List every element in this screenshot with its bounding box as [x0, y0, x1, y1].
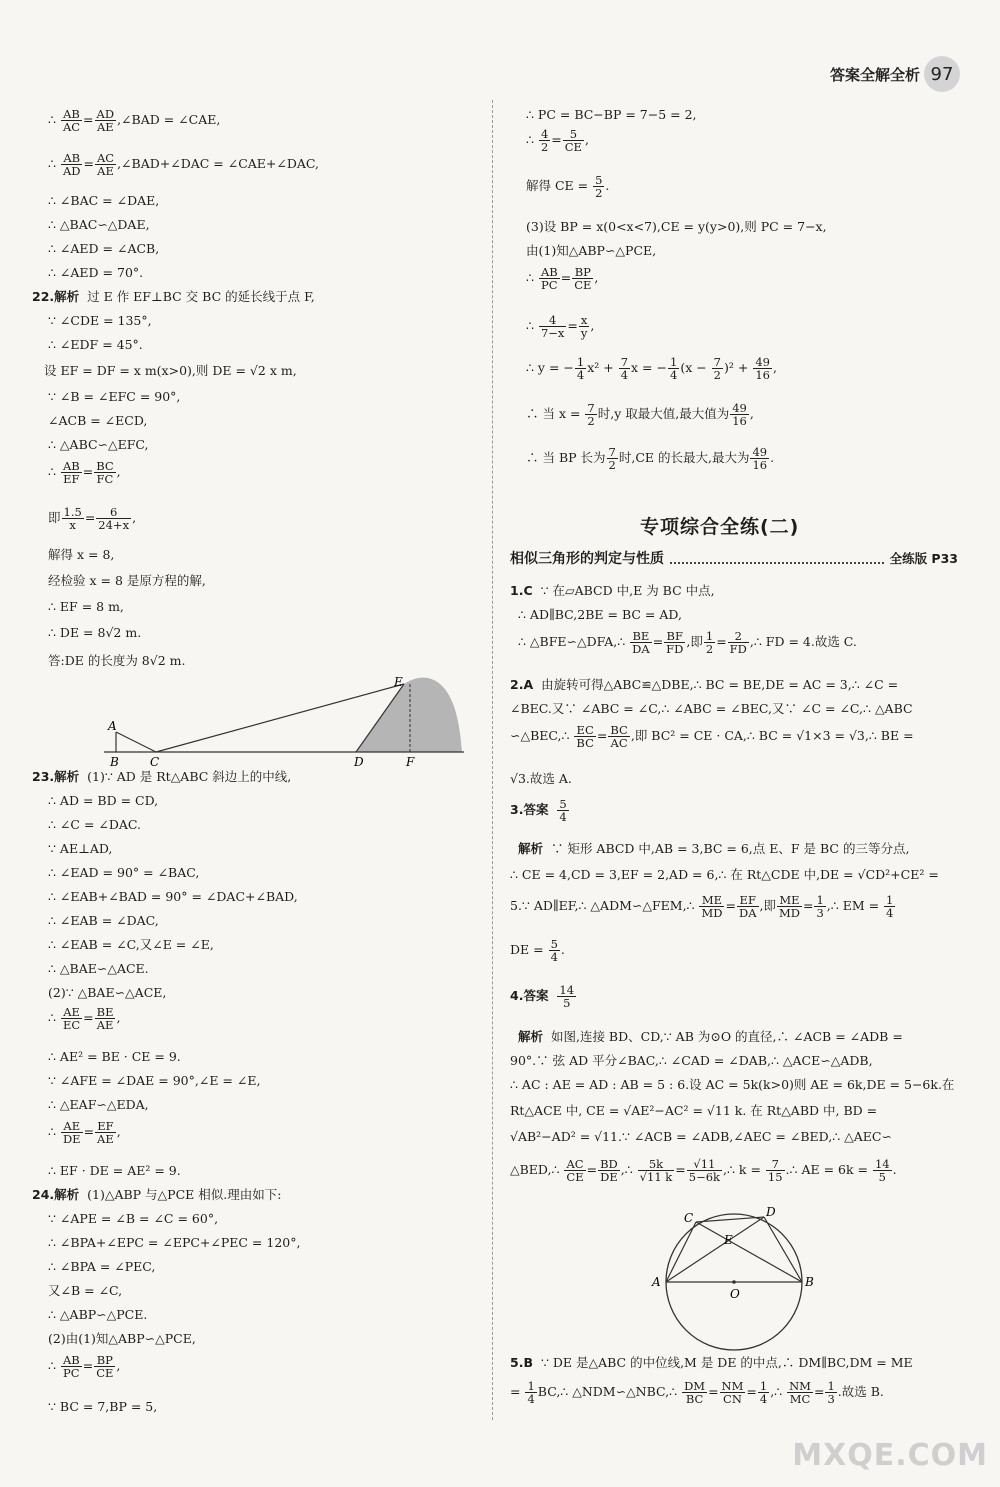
denominator: AE	[96, 120, 114, 135]
fraction	[95, 1120, 116, 1145]
numerator: NM	[789, 1379, 811, 1393]
denominator: 4	[527, 1392, 535, 1407]
numerator: AB	[540, 265, 558, 279]
numerator: DM	[684, 1379, 706, 1393]
line: ∴ EF · DE = AE² = 9.	[48, 1163, 181, 1178]
line: ∵ ∠APE = ∠B = ∠C = 60°,	[48, 1211, 219, 1226]
denominator: BC	[685, 1392, 704, 1407]
denominator: 24+x	[98, 518, 130, 533]
fraction	[96, 506, 131, 531]
denominator: AD	[62, 164, 81, 179]
line: ∵ ∠CDE = 135°,	[48, 313, 152, 328]
numerator: AB	[61, 108, 82, 121]
line: ∴ 当 BP 长为 $\frac{7}{2}$ 时,CE 的长最大,最大为 $\frac{49}{16}$ .	[526, 445, 775, 473]
fraction	[95, 152, 116, 177]
numerator: 7	[713, 355, 721, 369]
fraction	[787, 1380, 813, 1405]
numerator: 7	[620, 355, 629, 369]
fraction	[563, 128, 584, 153]
line: 由(1)知△ABP∽△PCE,	[526, 243, 657, 258]
line: √3.故选 A.	[510, 771, 572, 786]
line: ∴ PC = BC−BP = 7−5 = 2,	[526, 107, 697, 122]
fraction	[61, 1354, 82, 1379]
line: ∴ $\frac{AE}{DE}$ = $\frac{EF}{AE}$ ,	[48, 1119, 121, 1147]
denominator: PC	[63, 1366, 80, 1381]
fraction	[608, 724, 629, 749]
question-22-header: 22.解析 过 E 作 EF⊥BC 交 BC 的延长线于点 F,	[32, 289, 315, 304]
line: ∴ AE² = BE · CE = 9.	[48, 1049, 181, 1064]
numerator: 1	[527, 1379, 535, 1393]
numerator: 1.5	[63, 505, 82, 519]
denominator: 4	[669, 368, 678, 383]
denominator: EC	[62, 1018, 81, 1033]
line: ∴ AC : AE = AD : AB = 5 : 6.设 AC = 5k(k>0)则 AE = 6k,DE = 5−6k.在	[510, 1077, 955, 1092]
denominator: EF	[63, 472, 80, 487]
line: ∴ 当 x = $\frac{7}{2}$ 时,y 取最大值,最大值为 $\frac{49}{16}$ ,	[526, 401, 754, 429]
watermark: MXQE.COM	[792, 1438, 988, 1473]
denominator: 2	[595, 186, 603, 201]
numerator: ME	[699, 894, 724, 907]
line: ∴ AD = BD = CD,	[48, 793, 159, 808]
fraction	[61, 108, 82, 133]
numerator: 1	[827, 1379, 835, 1393]
fraction	[720, 1380, 746, 1405]
denominator: AE	[96, 1018, 114, 1033]
fraction	[525, 1380, 536, 1405]
numerator: AD	[96, 107, 115, 121]
numerator: √11	[687, 1158, 722, 1171]
numerator: AC	[564, 1158, 585, 1171]
problem-2: 2.A 由旋转可得△ABC≌△DBE,∴ BC = BE,DE = AC = 3,∴ ∠C =	[510, 677, 899, 692]
fraction	[94, 1354, 115, 1379]
numerator: BP	[572, 266, 593, 279]
fraction	[598, 1158, 620, 1183]
label-D: D	[354, 755, 364, 769]
fraction	[575, 356, 586, 381]
line: ∴ △ABP∽△PCE.	[48, 1307, 148, 1322]
denominator: MD	[701, 906, 723, 921]
numerator: 4	[539, 314, 566, 327]
fraction	[607, 446, 618, 471]
line: ∵ ∠B = ∠EFC = 90°,	[48, 389, 181, 404]
fraction	[664, 630, 685, 655]
denominator: DA	[738, 906, 757, 921]
denominator: 3	[816, 906, 824, 921]
numerator: 5	[595, 173, 603, 187]
line: ∴ y = − $\frac{1}{4}$ x² + $\frac{7}{4}$ x = − $\frac{1}{4}$ (x − $\frac{7}{2}$ )² + $\frac{49}{16}$ ,	[526, 355, 777, 383]
line: ∴ $\frac{AB}{AD}$ = $\frac{AC}{AE}$ ,∠BAD+∠DAC = ∠CAE+∠DAC,	[48, 151, 320, 179]
fraction	[730, 402, 749, 427]
numerator: 1	[886, 893, 894, 907]
fraction	[61, 1120, 83, 1145]
denominator: FD	[729, 642, 747, 657]
line: ∵ BC = 7,BP = 5,	[48, 1399, 158, 1414]
denominator: 16	[752, 458, 768, 473]
numerator: 7	[766, 1158, 785, 1171]
line: DE = $\frac{5}{4}$ .	[510, 937, 565, 965]
line: ∴ ∠EAB+∠BAD = 90° = ∠DAC+∠BAD,	[48, 889, 298, 904]
fraction	[94, 460, 115, 485]
fraction	[95, 1006, 116, 1031]
numerator: 7	[587, 401, 595, 415]
line: ∴ ∠EDF = 45°.	[48, 337, 143, 352]
numerator: x	[580, 313, 588, 327]
fraction	[557, 984, 576, 1009]
fraction	[574, 724, 595, 749]
line: √AB²−AD² = √11.∵ ∠ACB = ∠ADB,∠AEC = ∠BED,∴ △AEC∽	[510, 1129, 892, 1144]
numerator: 49	[755, 355, 770, 369]
denominator: MC	[789, 1392, 811, 1407]
page-reference: 全练版 P33	[889, 551, 958, 566]
numerator: AB	[62, 459, 80, 473]
question-23-header: 23.解析 (1)∵ AD 是 Rt△ABC 斜边上的中线,	[32, 769, 292, 784]
column-divider	[492, 100, 493, 1420]
fraction	[539, 128, 550, 153]
denominator: 15	[767, 1170, 783, 1185]
denominator: AC	[62, 120, 81, 135]
line: ∴ ∠EAB = ∠C,又∠E = ∠E,	[48, 937, 214, 952]
line: ∴ ∠AED = 70°.	[48, 265, 144, 280]
line: 5.∵ AD∥EF,∴ △ADM∽△FEM,∴ $\frac{ME}{MD}$ = $\frac{EF}{DA}$ ,即 $\frac{ME}{MD}$ = $\frac{1}{3}$ ,∴ EM = $\frac{1}{4}$	[510, 893, 894, 921]
fraction	[572, 266, 593, 291]
line: 90°.∵ 弦 AD 平分∠BAC,∴ ∠CAD = ∠DAB,∴ △ACE∽△ADB,	[510, 1053, 873, 1068]
line: 解得 CE = $\frac{5}{2}$ .	[526, 173, 610, 201]
line: ∴ △BAC∽△DAE,	[48, 217, 150, 232]
fraction	[873, 1158, 892, 1183]
denominator: CE	[566, 1170, 584, 1185]
denominator: PC	[541, 278, 558, 293]
fraction	[61, 460, 82, 485]
line: ∵ AE⊥AD,	[48, 841, 113, 856]
numerator: 4	[540, 127, 549, 141]
numerator: BF	[664, 630, 685, 643]
numerator: 5k	[638, 1158, 675, 1171]
line: ∴ ∠C = ∠DAC.	[48, 817, 141, 832]
line: ∵ ∠AFE = ∠DAE = 90°,∠E = ∠E,	[48, 1073, 261, 1088]
line: ∴ △BFE∽△DFA,∴ $\frac{BE}{DA}$ = $\frac{BF}{FD}$ ,即 $\frac{1}{2}$ = $\frac{2}{FD}$ ,∴ FD = 4.故选 C.	[518, 629, 857, 657]
line: (2)∵ △BAE∽△ACE,	[48, 985, 167, 1000]
denominator: FD	[666, 642, 684, 657]
label-E: E	[394, 675, 403, 689]
line: ∴ EF = 8 m,	[48, 599, 124, 614]
denominator: 4	[576, 368, 585, 383]
problem-1: 1.C ∵ 在▱ABCD 中,E 为 BC 中点,	[510, 583, 715, 598]
fraction	[638, 1158, 675, 1183]
fraction	[593, 174, 604, 199]
numerator: AE	[61, 1006, 82, 1019]
denominator: AE	[97, 1132, 114, 1147]
line: ∴ $\frac{AB}{AC}$ = $\frac{AD}{AE}$ ,∠BAD = ∠CAE,	[48, 107, 221, 135]
denominator: FC	[96, 472, 114, 487]
numerator: BE	[630, 630, 652, 643]
problem-3-explanation: 解析 ∵ 矩形 ABCD 中,AB = 3,BC = 6,点 E、F 是 BC 的三等分点,	[518, 841, 910, 856]
denominator: x	[69, 518, 76, 533]
fraction	[62, 506, 84, 531]
numerator: 49	[752, 445, 768, 459]
fraction	[579, 314, 590, 339]
numerator: EF	[737, 894, 759, 907]
fraction	[704, 630, 715, 655]
line: ∴ $\frac{AB}{PC}$ = $\frac{BP}{CE}$ ,	[48, 1353, 121, 1381]
numerator: ME	[777, 894, 802, 907]
figure-4-circle	[650, 1202, 820, 1362]
denominator: BC	[576, 736, 594, 751]
fraction	[630, 630, 652, 655]
label-A: A	[108, 719, 117, 733]
fraction	[61, 1006, 82, 1031]
numerator: 5	[559, 797, 567, 811]
numerator: EF	[95, 1120, 116, 1133]
numerator: AB	[61, 152, 83, 165]
numerator: 1	[705, 629, 714, 643]
numerator: BC	[610, 723, 628, 737]
subsection-title: 相似三角形的判定与性质 全练版 P33	[510, 551, 958, 567]
denominator: 2	[705, 642, 714, 657]
label-B: B	[805, 1275, 814, 1289]
section-title: 专项综合全练(二)	[640, 516, 800, 538]
denominator: 5−6k	[688, 1170, 720, 1185]
denominator: √11 k	[639, 1170, 673, 1185]
line: ∴ AD∥BC,2BE = BC = AD,	[518, 607, 682, 622]
denominator: 4	[550, 950, 558, 965]
page-number: 97	[924, 56, 960, 92]
denominator: 2	[540, 140, 549, 155]
line: 即 $\frac{1.5}{x}$ = $\frac{6}{24+x}$ ,	[48, 505, 137, 533]
numerator: BP	[94, 1354, 115, 1367]
line: ∴ ∠BPA = ∠PEC,	[48, 1259, 156, 1274]
fraction	[712, 356, 723, 381]
denominator: 2	[608, 458, 616, 473]
fraction	[682, 1380, 707, 1405]
line: ∴ ∠EAD = 90° = ∠BAC,	[48, 865, 200, 880]
denominator: CE	[564, 140, 582, 155]
denominator: CE	[96, 1366, 114, 1381]
numerator: BE	[96, 1005, 114, 1019]
fraction	[619, 356, 630, 381]
denominator: CN	[723, 1392, 742, 1407]
numerator: AE	[61, 1120, 83, 1133]
line: △BED,∴ $\frac{AC}{CE}$ = $\frac{BD}{DE}$ ,∴ $\frac{5k}{√11 k}$ = $\frac{√11}{5-6k}$ ,∴ k = $\frac{7}{15}$ .∴ AE = 6k = $\frac{14}{5}$ .	[510, 1157, 897, 1185]
fraction	[95, 108, 117, 133]
numerator: 1	[576, 355, 585, 369]
line: ∴ △ABC∽△EFC,	[48, 437, 149, 452]
numerator: 49	[732, 401, 747, 415]
line: ∴ CE = 4,CD = 3,EF = 2,AD = 6,∴ 在 Rt△CDE 中,DE = √CD²+CE² =	[510, 867, 939, 882]
denominator: 7−x	[540, 326, 565, 341]
fraction	[814, 894, 825, 919]
line: Rt△ACE 中, CE = √AE²−AC² = √11 k. 在 Rt△ABD 中, BD =	[510, 1103, 878, 1118]
numerator: BD	[600, 1157, 618, 1171]
fraction	[758, 1380, 769, 1405]
fraction	[777, 894, 802, 919]
line: ∴ △EAF∽△EDA,	[48, 1097, 149, 1112]
denominator: 4	[886, 906, 894, 921]
line: ∴ $\frac{AB}{PC}$ = $\frac{BP}{CE}$ ,	[526, 265, 599, 293]
fraction	[766, 1158, 785, 1183]
numerator: 14	[874, 1157, 890, 1171]
line: ∠ACB = ∠ECD,	[48, 413, 148, 428]
denominator: 2	[713, 368, 721, 383]
denominator: 4	[559, 810, 567, 825]
problem-3-answer: 3.答案 $\frac{5}{4}$	[510, 797, 567, 825]
label-E: E	[724, 1233, 733, 1247]
line: ∴ $\frac{4}{2}$ = $\frac{5}{CE}$ ,	[526, 127, 589, 155]
denominator: AE	[97, 164, 114, 179]
line: 经检验 x = 8 是原方程的解,	[48, 573, 206, 588]
denominator: 4	[620, 368, 629, 383]
line: ∴ $\frac{4}{7-x}$ = $\frac{x}{y}$ ,	[526, 313, 595, 341]
numerator: AC	[96, 151, 115, 165]
denominator: y	[580, 326, 588, 341]
numerator: BC	[96, 459, 114, 473]
denominator: MD	[778, 906, 800, 921]
numerator: 1	[669, 355, 678, 369]
numerator: 1	[759, 1379, 768, 1393]
numerator: 14	[559, 983, 575, 997]
line: 答:DE 的长度为 8√2 m.	[48, 653, 186, 668]
denominator: 16	[732, 414, 747, 429]
fraction	[753, 356, 772, 381]
denominator: CE	[574, 278, 592, 293]
fraction	[61, 152, 83, 177]
header-title: 答案全解全析	[829, 66, 920, 84]
line: 解得 x = 8,	[48, 547, 115, 562]
numerator: NM	[721, 1379, 744, 1393]
problem-5: 5.B ∵ DE 是△ABC 的中位线,M 是 DE 的中点,∴ DM∥BC,DM = ME	[510, 1355, 913, 1370]
denominator: 4	[759, 1392, 768, 1407]
denominator: DE	[600, 1170, 618, 1185]
denominator: 2	[587, 414, 595, 429]
fraction	[557, 798, 568, 823]
line: 设 EF = DF = x m(x>0),则 DE = √2 x m,	[44, 363, 297, 378]
line: ∴ ∠AED = ∠ACB,	[48, 241, 160, 256]
fraction	[539, 266, 560, 291]
fraction	[539, 314, 566, 339]
numerator: 1	[816, 893, 824, 907]
label-D: D	[766, 1205, 776, 1219]
numerator: 6	[96, 506, 131, 519]
fraction	[699, 894, 724, 919]
label-B: B	[110, 755, 119, 769]
line: ∴ ∠EAB = ∠DAC,	[48, 913, 159, 928]
denominator: 5	[878, 1170, 886, 1185]
question-24-header: 24.解析 (1)△ABP 与△PCE 相似.理由如下:	[32, 1187, 282, 1202]
denominator: 5	[563, 996, 571, 1011]
numerator: 2	[728, 630, 749, 643]
fraction	[728, 630, 749, 655]
denominator: DA	[632, 642, 650, 657]
line: ∴ ∠BPA+∠EPC = ∠EPC+∠PEC = 120°,	[48, 1235, 301, 1250]
line: ∴ △BAE∽△ACE.	[48, 961, 149, 976]
figure-22	[104, 672, 474, 772]
fraction	[687, 1158, 722, 1183]
line: ∴ $\frac{AE}{EC}$ = $\frac{BE}{AE}$ ,	[48, 1005, 121, 1033]
line: ∽△BEC,∴ $\frac{EC}{BC}$ = $\frac{BC}{AC}$ ,即 BC² = CE · CA,∴ BC = √1×3 = √3,∴ BE =	[510, 723, 914, 751]
numerator: AB	[62, 1353, 80, 1367]
fraction	[564, 1158, 585, 1183]
fraction	[750, 446, 769, 471]
denominator: 16	[755, 368, 770, 383]
numerator: 5	[550, 937, 558, 951]
line: ∴ DE = 8√2 m.	[48, 625, 142, 640]
numerator: EC	[574, 724, 595, 737]
fraction	[884, 894, 895, 919]
problem-4-explanation: 解析 如图,连接 BD、CD,∵ AB 为⊙O 的直径,∴ ∠ACB = ∠ADB =	[518, 1029, 903, 1044]
problem-4-answer: 4.答案 $\frac{14}{5}$	[510, 983, 575, 1011]
line: (3)设 BP = x(0<x<7),CE = y(y>0),则 PC = 7−x,	[526, 219, 827, 234]
label-C: C	[150, 755, 160, 769]
denominator: AC	[610, 736, 628, 751]
fraction	[825, 1380, 836, 1405]
label-O: O	[730, 1287, 740, 1301]
line: ∠BEC.又∵ ∠ABC = ∠C,∴ ∠ABC = ∠BEC,又∵ ∠C = ∠C,∴ △ABC	[510, 701, 913, 716]
fraction	[668, 356, 679, 381]
denominator: DE	[62, 1132, 81, 1147]
label-F: F	[406, 755, 415, 769]
fraction	[585, 402, 596, 427]
line: (2)由(1)知△ABP∽△PCE,	[48, 1331, 196, 1346]
fraction	[549, 938, 560, 963]
line: 又∠B = ∠C,	[48, 1283, 123, 1298]
label-A: A	[652, 1275, 661, 1289]
line: = $\frac{1}{4}$ BC,∴ △NDM∽△NBC,∴ $\frac{DM}{BC}$ = $\frac{NM}{CN}$ = $\frac{1}{4}$ ,∴ $\frac{NM}{MC}$ = $\frac{1}{3}$ .故选 B.	[510, 1379, 884, 1407]
fraction	[737, 894, 759, 919]
line: ∴ $\frac{AB}{EF}$ = $\frac{BC}{FC}$ ,	[48, 459, 121, 487]
denominator: 3	[827, 1392, 835, 1407]
label-C: C	[684, 1211, 694, 1225]
numerator: 7	[608, 445, 616, 459]
numerator: 5	[563, 128, 584, 141]
line: ∴ ∠BAC = ∠DAE,	[48, 193, 160, 208]
